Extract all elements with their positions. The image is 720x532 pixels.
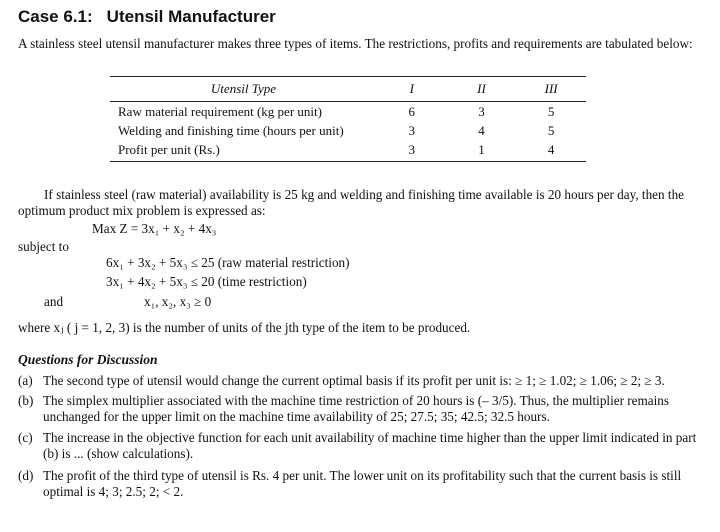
table-cell: 5 <box>547 122 555 138</box>
question-label: (c) <box>18 430 33 445</box>
variable-definition: where xⱼ ( j = 1, 2, 3) is the number of units of the jth type of the item to be produced. <box>18 320 471 335</box>
question-text: The simplex multiplier associated with the machine time restriction of 20 hours is (– 3/5). Thus, the multiplier remains unchanged for the upper limit on the machine time availability of 25; 27.5; 35; 42.5; 32.5 hours. <box>43 393 670 424</box>
table-cell: Welding and finishing time (hours per unit) <box>118 122 344 138</box>
question-d <box>18 468 708 500</box>
table-header: II <box>447 77 517 102</box>
table-row <box>110 121 586 140</box>
table-header: Utensil Type <box>110 77 377 102</box>
question-label: (b) <box>18 393 34 408</box>
question-b <box>18 393 708 425</box>
table-cell: 3 <box>377 140 447 161</box>
constraint-raw-material: 6x₁ + 3x₂ + 5x₃ ≤ 25 (raw material restriction) <box>106 255 350 270</box>
problem-paragraph: If stainless steel (raw material) availability is 25 kg and welding and finishing time available is 20 hours per day, then the optimum product mix problem is expressed as: <box>18 187 685 218</box>
table-cell: 4 <box>516 140 586 161</box>
question-c <box>18 430 708 462</box>
table-cell: 4 <box>478 122 485 138</box>
constraint-time: 3x₁ + 4x₂ + 5x₃ ≤ 20 (time restriction) <box>106 274 307 289</box>
nonnegativity-constraint: x₁, x₂, x₃ ≥ 0 <box>144 294 212 309</box>
table-cell: Profit per unit (Rs.) <box>110 140 377 161</box>
question-label: (a) <box>18 373 33 388</box>
question-text: The profit of the third type of utensil is Rs. 4 per unit. The lower unit on its profitability such that the current basis is still optimal is 4; 3; 2.5; 2; < 2. <box>43 468 682 499</box>
and-label: and <box>44 294 64 309</box>
table-cell: 3 <box>408 122 416 138</box>
question-text: The increase in the objective function for each unit availability of machine time higher than the upper limit indicated in part (b) is ... (show calculations). <box>43 430 697 461</box>
subject-to-label: subject to <box>18 239 69 254</box>
utensil-table <box>110 76 586 162</box>
question-label: (d) <box>18 468 34 483</box>
table-row <box>110 102 586 122</box>
question-a <box>18 373 708 389</box>
table-row <box>110 140 586 161</box>
table-cell: Raw material requirement (kg per unit) <box>118 103 322 119</box>
table-cell: 3 <box>478 103 485 119</box>
table-cell: 1 <box>447 140 517 161</box>
case-title <box>18 7 276 27</box>
table-header: III <box>516 77 586 102</box>
question-text: The second type of utensil would change the current optimal basis if its profit per unit is: ≥ 1; ≥ 1.02; ≥ 1.06; ≥ 2; ≥ 3. <box>43 373 665 388</box>
table-header-row <box>110 77 586 102</box>
case-name: Utensil Manufacturer <box>106 7 276 26</box>
table-cell: 6 <box>408 103 416 119</box>
table-header: I <box>377 77 447 102</box>
table-cell: 5 <box>547 103 555 119</box>
objective-function: Max Z = 3x₁ + x₂ + 4x₃ <box>92 221 217 236</box>
case-number: Case 6.1: <box>18 7 93 26</box>
questions-heading: Questions for Discussion <box>18 352 158 367</box>
intro-paragraph: A stainless steel utensil manufacturer makes three types of items. The restrictions, profits and requirements are tabulated below: <box>18 36 693 51</box>
